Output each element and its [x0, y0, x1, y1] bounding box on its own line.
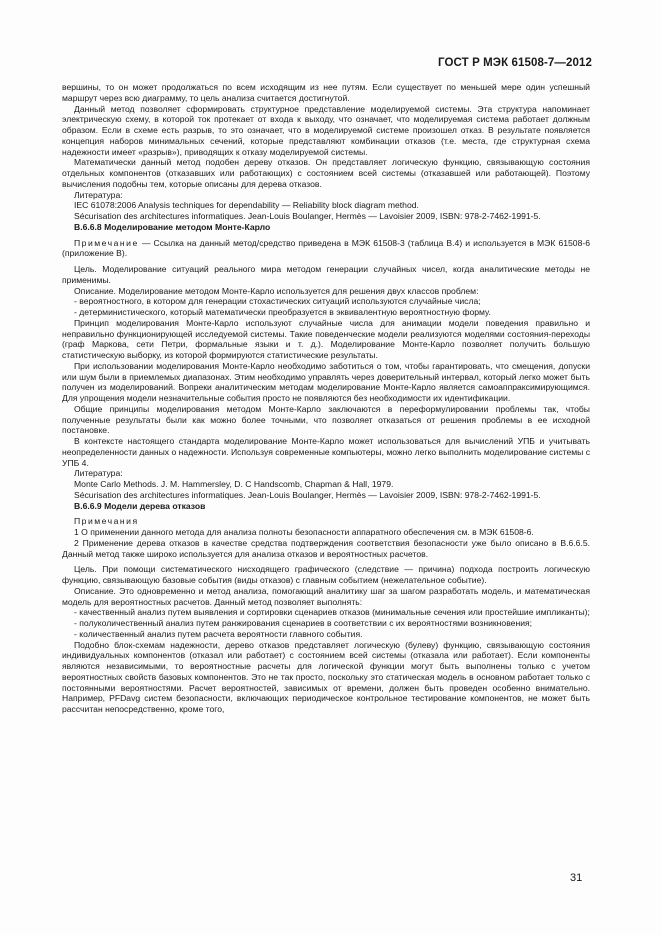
paragraph: Общие принципы моделирования методом Монте-Карло заключаются в переформулировании проблемы так, чтобы полученные результаты были как можно более точными, что позволяет отказаться от решения проблемы в ее исходной постановке. — [62, 403, 590, 436]
section-heading: В.6.6.8 Моделирование методом Монте-Карло — [74, 221, 271, 232]
reference: IEC 61078:2006 Analysis techniques for dependability — Reliability block diagram method. — [74, 200, 419, 211]
note — [62, 238, 590, 260]
page-number: 31 — [570, 872, 583, 884]
note-text: — Ссылка на данный метод/средство приведена в МЭК 61508-3 (таблица В.4) и используется в МЭК 61508-6 (приложение В). — [62, 237, 590, 259]
paragraph: Принцип моделирования Монте-Карло используют случайные числа для анимации модели поведения правильно и неправильно функционирующей исследуемой системы. Такие поведенческие модели реализуются моделями состояния-переходы (граф Маркова, сети Петри, формальные языки и т. д.). Моделирование Монте-Карло позволяет получить большую статистическую выборку, из которой формируются статистические результаты. — [62, 317, 590, 360]
standard-header: ГОСТ Р МЭК 61508-7—2012 — [438, 57, 592, 69]
note-label: Примечание — [74, 237, 139, 248]
note-item: 2 Применение дерева отказов в качестве средства подтверждения соответствия безопасности уже было описано в В.6.6.5. Данный метод также широко используется для анализа отказов и вероятностных расчетов. — [62, 537, 590, 559]
paragraph: Цель. Моделирование ситуаций реального мира методом генерации случайных чисел, когда аналитические методы не применимы. — [62, 264, 590, 285]
paragraph: Описание. Это одновременно и метод анализа, помогающий аналитику шаг за шагом разработать модель, и математическая модель для вероятностных расчетов. Данный метод позволяет выполнять: — [62, 585, 590, 607]
list-item: - полуколичественный анализ путем ранжирования сценариев в соответствии с их вероятностями возникновения; — [74, 618, 533, 628]
reference: Monte Carlo Methods. J. M. Hammersley, D. C Handscomb, Chapman & Hall, 1979. — [74, 479, 394, 489]
literature-label: Литература: — [74, 189, 123, 200]
paragraph: Данный метод позволяет сформировать структурное представление моделируемой системы. Эта структура напоминает электрическую схему, в которой ток протекает от входа к выходу, что означает, что моделируемая система работает должным образом. Если в схеме есть разрыв, то это означает, что в моделируемой системе произошел отказ. В результате появляется концепция наборов минимальных сечений, которые представляют комбинации отказов (т.е. места, где структурная схема надежности имеет «разрыв»), приводящих к отказу моделируемой системы. — [62, 103, 590, 157]
section-heading: В.6.6.9 Модели дерева отказов — [74, 500, 206, 511]
paragraph: Математически данный метод подобен дереву отказов. Он представляет логическую функцию, связывающую состояния отдельных компонентов (отказавших или работающих) с состоянием всей системы (отказавшей или работающей). Поэтому вычисления подобны тем, которые описаны для дерева отказов. — [62, 157, 590, 189]
paragraph: При использовании моделирования Монте-Карло необходимо заботиться о том, чтобы гарантировать, что смещения, допуски или шум были в приемлемых диапазонах. Этим необходимо управлять через доверительный интервал, который легко может быть получен из моделирований. Вопреки аналитическим методам моделирование Монте-Карло является самоаппраксимирующимся. Для упрощения модели незначительные события просто не появляются без необходимости их идентификации. — [62, 360, 590, 403]
paragraph: Подобно блок-схемам надежности, дерево отказов представляет логическую (булеву) функцию, связывающую состояния индивидуальных компонентов (отказал или работает) с состоянием всей системы (отказала или работает). Если компоненты являются независимыми, то вероятностные расчеты для логической функции могут быть выполнены только с учетом вероятностных свойств базовых компонентов. Это не так просто, поскольку это статическая модель в основном работает только с постоянными вероятностями. Расчет вероятностей, зависимых от времени, должен быть проведен особенно внимательно. Например, PFDavg систем безопасности, включающих периодическое контрольное тестирование компонентов, не может быть рассчитан непосредственно, кроме того, — [62, 639, 590, 714]
reference: Sécurisation des architectures informatiques. Jean-Louis Boulanger, Hermès — Lavoisier 2009, ISBN: 978-2-7462-1991-5. — [74, 211, 541, 221]
paragraph: В контексте настоящего стандарта моделирование Монте-Карло может использоваться для вычислений УПБ и учитывать неопределенности данных о надежности. Используя современные компьютеры, можно легко выполнить моделирование системы с УПБ 4. — [62, 436, 591, 468]
page-body — [62, 82, 590, 715]
notes-label: Примечания — [74, 516, 139, 527]
literature-label: Литература: — [74, 468, 123, 479]
paragraph: Описание. Моделирование методом Монте-Карло используется для решения двух классов проблем: — [74, 285, 479, 296]
paragraph: вершины, то он может продолжаться по всем исходящим из нее путям. Если существует по меньшей мере один успешный маршрут через всю диаграмму, то цель анализа считается достигнутой. — [62, 82, 590, 103]
paragraph: Цель. При помощи систематического нисходящего графического (следствие — причина) подхода построить логическую функцию, связывающую базовые события (виды отказов) с главным событием (нежелательное событие). — [62, 564, 590, 585]
list-item: - количественный анализ путем расчета вероятности главного события. — [74, 628, 363, 639]
note-item: 1 О применении данного метода для анализа полноты безопасности аппаратного обеспечения см. в МЭК 61508-6. — [74, 527, 534, 537]
reference: Sécurisation des architectures informatiques. Jean-Louis Boulanger, Hermès — Lavoisier 2009, ISBN: 978-2-7462-1991-5. — [74, 489, 541, 500]
list-item: - вероятностного, в котором для генерации стохастических ситуаций используются случайные числа; — [74, 296, 481, 307]
list-item: - качественный анализ путем выявления и сортировки сценариев отказов (минимальные сечения или простейшие импликанты); — [74, 607, 590, 618]
list-item: - детерминистического, который математически преобразуется в эквивалентную вероятностную форму. — [74, 307, 491, 317]
